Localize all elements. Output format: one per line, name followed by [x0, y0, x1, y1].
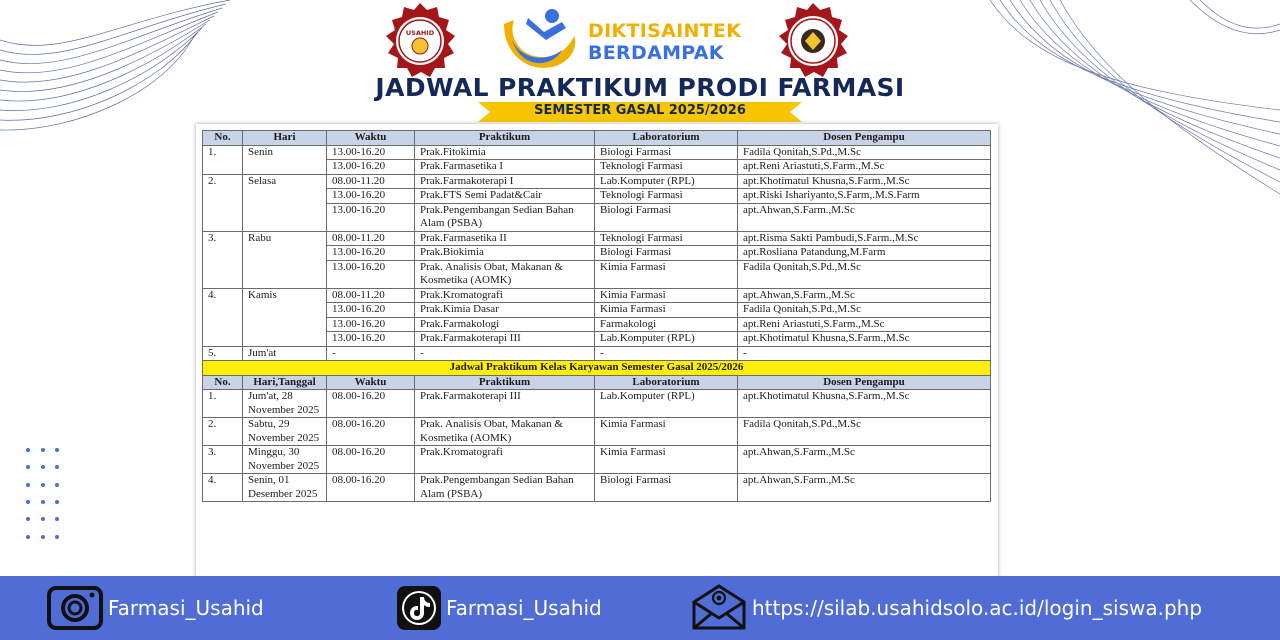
table-row	[203, 446, 991, 474]
row-number: 2.	[203, 174, 243, 231]
time-cell: 13.00-16.20	[327, 203, 415, 231]
day-cell: Rabu	[243, 231, 327, 288]
row-number: 1.	[203, 145, 243, 174]
day-date-cell: Senin, 01 Desember 2025	[243, 474, 327, 502]
time-cell: -	[327, 346, 415, 361]
time-cell: 13.00-16.20	[327, 303, 415, 318]
laboratory-cell: Kimia Farmasi	[595, 260, 738, 288]
column-header: Waktu	[327, 131, 415, 146]
lecturer-cell: Fadila Qonitah,S.Pd.,M.Sc	[738, 145, 991, 160]
practicum-cell: Prak.Kromatografi	[415, 288, 595, 303]
laboratory-cell: Biologi Farmasi	[595, 145, 738, 160]
page-title: JADWAL PRAKTIKUM PRODI FARMASI	[375, 73, 905, 102]
row-number: 2.	[203, 418, 243, 446]
brand-line-1: DIKTISAINTEK	[588, 20, 742, 42]
day-date-cell: Minggu, 30 November 2025	[243, 446, 327, 474]
table-row	[203, 474, 991, 502]
column-header: Dosen Pengampu	[738, 131, 991, 146]
column-header: Praktikum	[415, 131, 595, 146]
lecturer-cell: Fadila Qonitah,S.Pd.,M.Sc	[738, 260, 991, 288]
day-cell: Kamis	[243, 288, 327, 346]
practicum-cell: -	[415, 346, 595, 361]
row-number: 4.	[203, 288, 243, 346]
table-row	[203, 346, 991, 361]
time-cell: 08.00-11.20	[327, 288, 415, 303]
row-number: 3.	[203, 231, 243, 288]
laboratory-cell: Farmakologi	[595, 317, 738, 332]
tiktok-icon	[396, 585, 442, 631]
practicum-cell: Prak.Farmasetika II	[415, 231, 595, 246]
laboratory-cell: Lab.Komputer (RPL)	[595, 174, 738, 189]
day-cell: Selasa	[243, 174, 327, 231]
row-number: 1.	[203, 390, 243, 418]
practicum-cell: Prak.Farmakologi	[415, 317, 595, 332]
laboratory-cell: -	[595, 346, 738, 361]
instagram-handle: Farmasi_Usahid	[108, 596, 264, 620]
time-cell: 08.00-11.20	[327, 174, 415, 189]
table-header-row	[203, 131, 991, 146]
row-number: 4.	[203, 474, 243, 502]
lecturer-cell: apt.Reni Ariastuti,S.Farm.,M.Sc	[738, 317, 991, 332]
lecturer-cell: Fadila Qonitah,S.Pd.,M.Sc	[738, 418, 991, 446]
column-header: Hari,Tanggal	[243, 375, 327, 390]
lecturer-cell: apt.Reni Ariastuti,S.Farm.,M.Sc	[738, 160, 991, 175]
lecturer-cell: apt.Ahwan,S.Farm.,M.Sc	[738, 288, 991, 303]
instagram-icon	[46, 584, 104, 632]
practicum-cell: Prak. Analisis Obat, Makanan & Kosmetika (AOMK)	[415, 260, 595, 288]
laboratory-cell: Lab.Komputer (RPL)	[595, 390, 738, 418]
laboratory-cell: Lab.Komputer (RPL)	[595, 332, 738, 347]
practicum-cell: Prak.Kromatografi	[415, 446, 595, 474]
time-cell: 13.00-16.20	[327, 145, 415, 160]
row-number: 3.	[203, 446, 243, 474]
time-cell: 13.00-16.20	[327, 317, 415, 332]
laboratory-cell: Kimia Farmasi	[595, 418, 738, 446]
dot-grid-decoration	[26, 448, 70, 542]
semester-ribbon	[478, 100, 802, 124]
schedule-document	[196, 124, 998, 580]
day-cell: Senin	[243, 145, 327, 174]
website-url: https://silab.usahidsolo.ac.id/login_siswa.php	[752, 596, 1203, 620]
laboratory-cell: Kimia Farmasi	[595, 303, 738, 318]
mail-icon	[690, 584, 748, 632]
time-cell: 08.00-16.20	[327, 418, 415, 446]
lecturer-cell: -	[738, 346, 991, 361]
practicum-cell: Prak.Pengembangan Sedian Bahan Alam (PSBA)	[415, 474, 595, 502]
column-header: No.	[203, 375, 243, 390]
wave-lines-decoration	[990, 0, 1280, 210]
brand-line-2: BERDAMPAK	[588, 42, 724, 64]
section-band-title: Jadwal Praktikum Kelas Karyawan Semester Gasal 2025/2026	[203, 361, 991, 376]
laboratory-cell: Kimia Farmasi	[595, 288, 738, 303]
lecturer-cell: apt.Rosliana Patandung,M.Farm	[738, 246, 991, 261]
lecturer-cell: apt.Khotimatul Khusna,S.Farm.,M.Sc	[738, 332, 991, 347]
row-number: 5.	[203, 346, 243, 361]
lecturer-cell: Fadila Qonitah,S.Pd.,M.Sc	[738, 303, 991, 318]
time-cell: 08.00-16.20	[327, 474, 415, 502]
time-cell: 13.00-16.20	[327, 260, 415, 288]
practicum-cell: Prak.Farmakoterapi III	[415, 332, 595, 347]
table-row	[203, 418, 991, 446]
tiktok-handle: Farmasi_Usahid	[446, 596, 602, 620]
day-date-cell: Sabtu, 29 November 2025	[243, 418, 327, 446]
day-cell: Jum'at	[243, 346, 327, 361]
practicum-cell: Prak.Fitokimia	[415, 145, 595, 160]
table-row	[203, 174, 991, 189]
column-header: Waktu	[327, 375, 415, 390]
lecturer-cell: apt.Ahwan,S.Farm.,M.Sc	[738, 446, 991, 474]
practicum-cell: Prak. Analisis Obat, Makanan & Kosmetika (AOMK)	[415, 418, 595, 446]
practicum-cell: Prak.Farmasetika I	[415, 160, 595, 175]
laboratory-cell: Biologi Farmasi	[595, 474, 738, 502]
footer-bar	[0, 576, 1280, 640]
logo-left-label: USAHID	[405, 29, 435, 37]
table-header-row	[203, 375, 991, 390]
column-header: Hari	[243, 131, 327, 146]
column-header: Dosen Pengampu	[738, 375, 991, 390]
table-row	[203, 288, 991, 303]
lecturer-cell: apt.Riski Ishariyanto,S.Farm,.M.S.Farm	[738, 189, 991, 204]
practicum-cell: Prak.Pengembangan Sedian Bahan Alam (PSBA)	[415, 203, 595, 231]
footer-tiktok[interactable]	[396, 576, 602, 640]
lecturer-cell: apt.Khotimatul Khusna,S.Farm.,M.Sc	[738, 390, 991, 418]
brand-figure-icon	[500, 6, 584, 76]
lecturer-cell: apt.Khotimatul Khusna,S.Farm.,M.Sc	[738, 174, 991, 189]
laboratory-cell: Biologi Farmasi	[595, 203, 738, 231]
column-header: Praktikum	[415, 375, 595, 390]
practicum-cell: Prak.Farmakoterapi III	[415, 390, 595, 418]
practicum-cell: Prak.FTS Semi Padat&Cair	[415, 189, 595, 204]
column-header: Laboratorium	[595, 131, 738, 146]
time-cell: 08.00-16.20	[327, 446, 415, 474]
lecturer-cell: apt.Ahwan,S.Farm.,M.Sc	[738, 474, 991, 502]
footer-instagram[interactable]	[46, 576, 264, 640]
time-cell: 08.00-11.20	[327, 231, 415, 246]
lecturer-cell: apt.Ahwan,S.Farm.,M.Sc	[738, 203, 991, 231]
schedule-table	[202, 130, 991, 502]
practicum-cell: Prak.Farmakoterapi I	[415, 174, 595, 189]
laboratory-cell: Teknologi Farmasi	[595, 189, 738, 204]
practicum-cell: Prak.Kimia Dasar	[415, 303, 595, 318]
day-date-cell: Jum'at, 28 November 2025	[243, 390, 327, 418]
lecturer-cell: apt.Risma Sakti Pambudi,S.Farm.,M.Sc	[738, 231, 991, 246]
time-cell: 13.00-16.20	[327, 189, 415, 204]
diktisaintek-logo	[500, 6, 740, 76]
practicum-cell: Prak.Biokimia	[415, 246, 595, 261]
time-cell: 13.00-16.20	[327, 332, 415, 347]
faculty-seal-logo	[774, 2, 852, 80]
footer-website-link[interactable]	[690, 576, 1202, 640]
time-cell: 13.00-16.20	[327, 246, 415, 261]
page-subtitle: SEMESTER GASAL 2025/2026	[534, 103, 746, 118]
section-band-row	[203, 361, 991, 376]
laboratory-cell: Kimia Farmasi	[595, 446, 738, 474]
laboratory-cell: Biologi Farmasi	[595, 246, 738, 261]
schedule-table-body	[203, 131, 991, 502]
table-row	[203, 145, 991, 160]
laboratory-cell: Teknologi Farmasi	[595, 231, 738, 246]
column-header: No.	[203, 131, 243, 146]
table-row	[203, 390, 991, 418]
laboratory-cell: Teknologi Farmasi	[595, 160, 738, 175]
time-cell: 08.00-16.20	[327, 390, 415, 418]
column-header: Laboratorium	[595, 375, 738, 390]
usahid-seal-logo	[381, 2, 459, 80]
table-row	[203, 231, 991, 246]
time-cell: 13.00-16.20	[327, 160, 415, 175]
